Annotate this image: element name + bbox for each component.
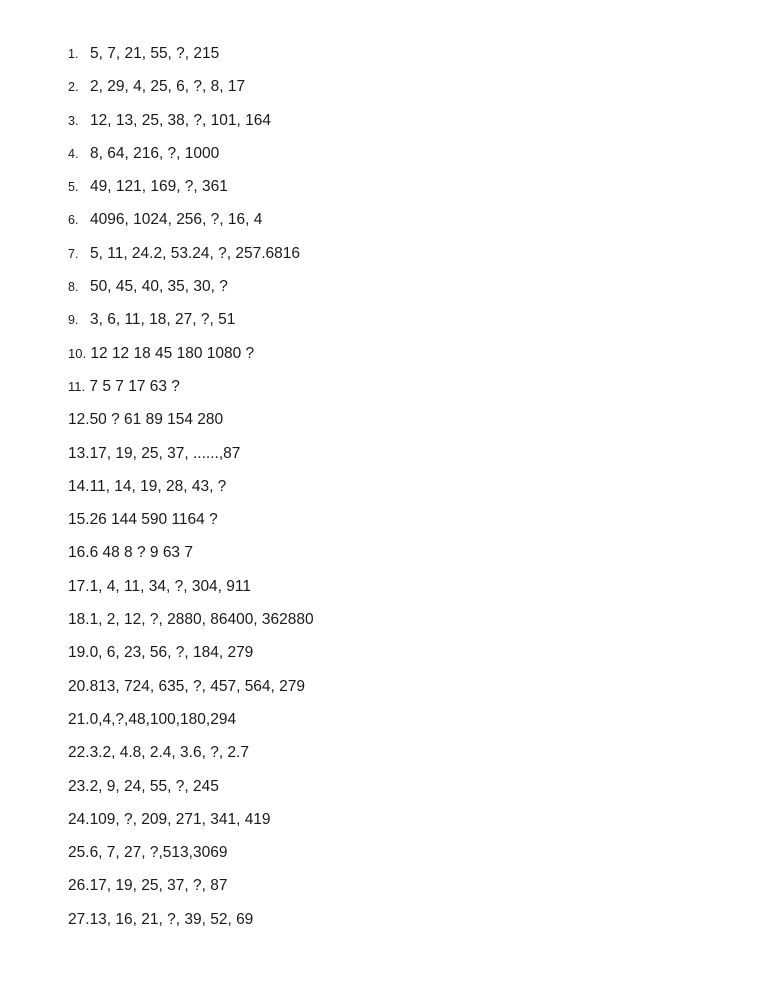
- question-text: 17, 19, 25, 37, ?, 87: [89, 877, 228, 895]
- question-item-14: [68, 477, 314, 510]
- question-number: 8.: [68, 280, 79, 295]
- question-item-22: [68, 743, 314, 776]
- question-text: 813, 724, 635, ?, 457, 564, 279: [89, 677, 306, 695]
- question-item-6: [68, 210, 314, 243]
- question-item-16: [68, 543, 314, 576]
- question-text: 26 144 590 1164 ?: [89, 511, 218, 529]
- question-item-23: [68, 777, 314, 810]
- question-number: 17.: [68, 577, 90, 595]
- question-item-12: [68, 410, 314, 443]
- question-text: 0,4,?,48,100,180,294: [89, 710, 237, 728]
- question-number: 22.: [68, 744, 90, 762]
- question-text: 3, 6, 11, 18, 27, ?, 51: [90, 311, 236, 329]
- question-text: 3.2, 4.8, 2.4, 3.6, ?, 2.7: [89, 744, 249, 762]
- question-text: 8, 64, 216, ?, 1000: [90, 144, 220, 162]
- question-item-10: [68, 344, 314, 377]
- question-text: 6, 7, 27, ?,513,3069: [89, 844, 228, 862]
- question-text: 4096, 1024, 256, ?, 16, 4: [90, 211, 263, 229]
- question-item-18: [68, 610, 314, 643]
- question-item-7: [68, 244, 314, 277]
- question-item-17: [68, 577, 314, 610]
- question-text: 2, 9, 24, 55, ?, 245: [89, 777, 219, 795]
- question-text: 13, 16, 21, ?, 39, 52, 69: [89, 910, 254, 928]
- question-item-19: [68, 643, 314, 676]
- question-number: 26.: [68, 877, 90, 895]
- question-item-20: [68, 677, 314, 710]
- question-number: 14.: [68, 477, 90, 495]
- question-item-9: [68, 310, 314, 343]
- question-item-27: [68, 910, 314, 943]
- question-text: 2, 29, 4, 25, 6, ?, 8, 17: [90, 78, 246, 96]
- question-text: 7 5 7 17 63 ?: [89, 377, 180, 395]
- question-number: 20.: [68, 677, 90, 695]
- question-text: 49, 121, 169, ?, 361: [90, 178, 228, 196]
- question-number: 7.: [68, 246, 79, 261]
- question-text: 1, 2, 12, ?, 2880, 86400, 362880: [89, 611, 314, 629]
- question-text: 11, 14, 19, 28, 43, ?: [89, 477, 227, 495]
- question-number: 25.: [68, 844, 90, 862]
- question-item-5: [68, 177, 314, 210]
- question-item-13: [68, 444, 314, 477]
- question-number: 3.: [68, 113, 79, 128]
- question-item-8: [68, 277, 314, 310]
- question-number: 13.: [68, 444, 90, 462]
- question-item-11: [68, 377, 314, 410]
- question-text: 5, 7, 21, 55, ?, 215: [90, 45, 220, 62]
- question-text: 0, 6, 23, 56, ?, 184, 279: [89, 644, 254, 662]
- question-item-15: [68, 510, 314, 543]
- question-number: 15.: [68, 511, 90, 529]
- question-number: 1.: [68, 47, 79, 61]
- question-item-21: [68, 710, 314, 743]
- question-number: 16.: [68, 544, 90, 562]
- question-text: 17, 19, 25, 37, ......,87: [89, 444, 241, 462]
- question-number: 12.: [68, 411, 90, 429]
- question-number: 27.: [68, 910, 90, 928]
- question-text: 5, 11, 24.2, 53.24, ?, 257.6816: [90, 244, 300, 262]
- question-number: 24.: [68, 810, 90, 828]
- question-number: 11.: [68, 378, 86, 394]
- question-number: 6.: [68, 213, 79, 228]
- question-number: 23.: [68, 777, 90, 795]
- question-text: 109, ?, 209, 271, 341, 419: [89, 810, 271, 828]
- question-text: 50, 45, 40, 35, 30, ?: [90, 278, 228, 296]
- question-text: 1, 4, 11, 34, ?, 304, 911: [89, 577, 252, 595]
- question-number: 4.: [68, 146, 79, 161]
- question-text: 12 12 18 45 180 1080 ?: [90, 344, 255, 362]
- question-text: 12, 13, 25, 38, ?, 101, 164: [90, 111, 271, 129]
- question-number: 2.: [68, 80, 79, 95]
- question-text: 6 48 8 ? 9 63 7: [89, 544, 193, 562]
- question-item-24: [68, 810, 314, 843]
- question-item-2: [68, 77, 314, 110]
- question-number: 19.: [68, 644, 90, 662]
- question-item-26: [68, 876, 314, 909]
- question-item-1: [68, 44, 314, 77]
- question-item-25: [68, 843, 314, 876]
- question-list: [68, 44, 314, 943]
- question-item-3: [68, 111, 314, 144]
- question-number: 10.: [68, 345, 87, 361]
- question-number: 18.: [68, 611, 90, 629]
- question-number: 5.: [68, 180, 79, 195]
- question-text: 50 ? 61 89 154 280: [89, 411, 224, 429]
- question-number: 21.: [68, 710, 90, 728]
- question-item-4: [68, 144, 314, 177]
- question-number: 9.: [68, 313, 79, 328]
